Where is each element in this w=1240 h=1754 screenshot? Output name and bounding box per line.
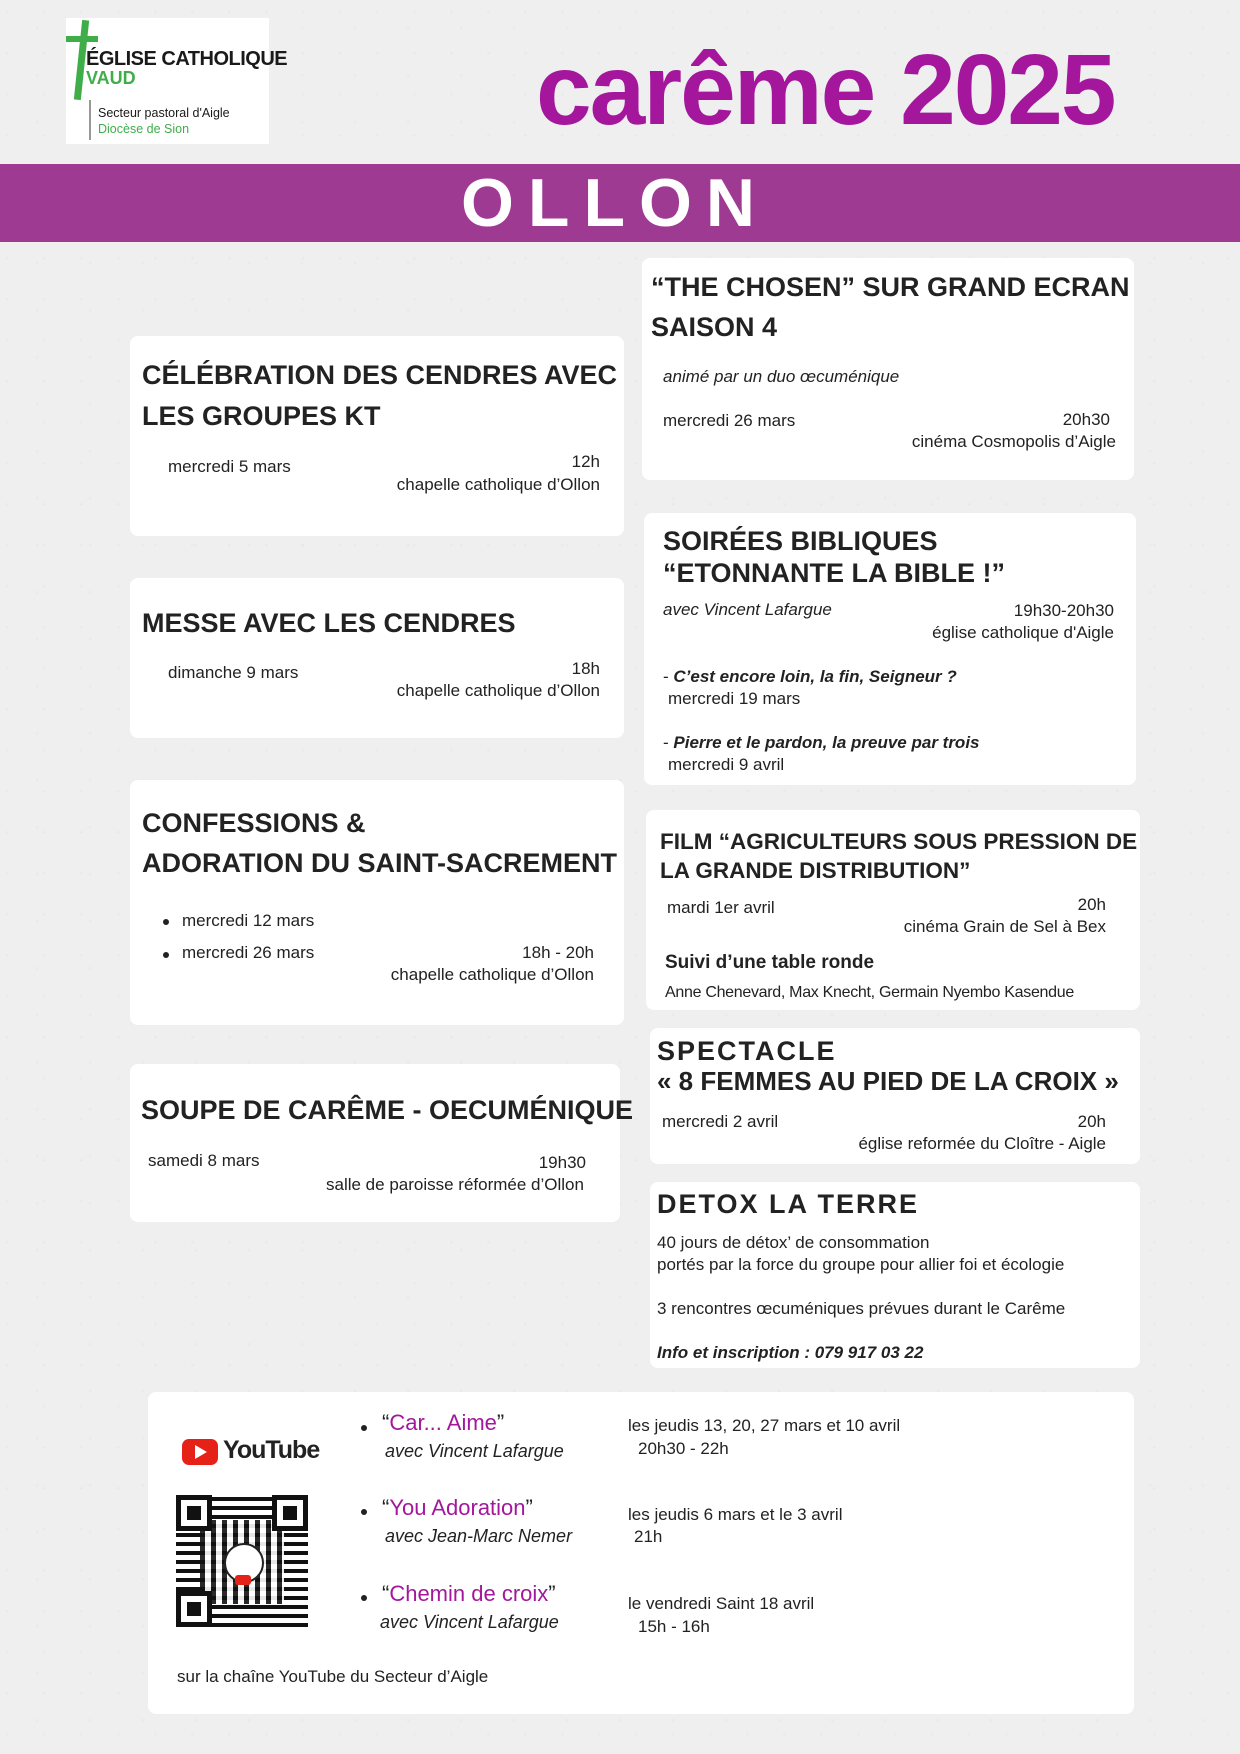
card-title: LES GROUPES KT [142, 401, 381, 431]
event-place: chapelle catholique d’Ollon [390, 965, 594, 984]
card-title: MESSE AVEC LES CENDRES [142, 608, 516, 638]
card-messe [130, 578, 624, 738]
yt-item-title: “Car... Aime” [382, 1410, 505, 1435]
event-time: 18h - 20h [522, 943, 594, 962]
detox-line-1: 40 jours de détox’ de consommation [657, 1233, 930, 1252]
yt-item-time: 15h - 16h [638, 1617, 710, 1636]
cross-bar [66, 36, 98, 42]
event-date: mercredi 9 avril [668, 755, 785, 774]
event-time: 18h [571, 659, 600, 678]
card-soupe [130, 1064, 620, 1222]
logo-divider [89, 100, 91, 140]
yt-item-when: le vendredi Saint 18 avril [628, 1594, 815, 1613]
logo-line-2: VAUD [86, 68, 136, 88]
youtube-footer: sur la chaîne YouTube du Secteur d’Aigle [177, 1667, 489, 1686]
event-speakers: Anne Chenevard, Max Knecht, Germain Nyembo Kasendue [665, 984, 1074, 1001]
logo-line-1: ÉGLISE CATHOLIQUE [86, 48, 288, 70]
detox-info: Info et inscription : 079 917 03 22 [657, 1343, 924, 1362]
card-title: CÉLÉBRATION DES CENDRES AVEC [142, 360, 618, 390]
card-title: « 8 FEMMES AU PIED DE LA CROIX » [657, 1066, 1119, 1096]
card-title: DETOX LA TERRE [657, 1189, 920, 1219]
yt-item-time: 21h [634, 1527, 663, 1546]
location-title: OLLON [461, 165, 769, 241]
card-title: LA GRANDE DISTRIBUTION” [660, 858, 971, 883]
bullet [163, 952, 169, 958]
logo-line-3: Secteur pastoral d'Aigle [98, 106, 230, 120]
yt-item-when: les jeudis 6 mars et le 3 avril [628, 1505, 843, 1524]
event-time: 20h [1077, 1112, 1106, 1131]
play-icon [195, 1445, 207, 1459]
qr-corner [272, 1495, 308, 1531]
logo-line-4: Diocèse de Sion [98, 122, 190, 136]
card-title: “THE CHOSEN” SUR GRAND ECRAN [651, 272, 1130, 302]
yt-item-host: avec Jean-Marc Nemer [385, 1526, 573, 1546]
event-place: cinéma Grain de Sel à Bex [903, 917, 1106, 936]
detox-line-3: 3 rencontres œcuméniques prévues durant le Carême [657, 1299, 1066, 1318]
session-2: - Pierre et le pardon, la preuve par trois [663, 733, 980, 752]
yt-item-host: avec Vincent Lafargue [380, 1612, 559, 1632]
youtube-icon [182, 1439, 218, 1465]
bullet [361, 1425, 367, 1431]
bullet [361, 1509, 367, 1515]
card-title: SPECTACLE [657, 1036, 837, 1066]
yt-item-title: “Chemin de croix” [382, 1581, 556, 1606]
card-title: “ETONNANTE LA BIBLE !” [663, 558, 1005, 588]
bullet [361, 1595, 367, 1601]
youtube-icon [235, 1575, 251, 1585]
event-place: salle de paroisse réformée d’Ollon [326, 1175, 584, 1194]
card-title: FILM “AGRICULTEURS SOUS PRESSION DE [660, 829, 1138, 854]
session-1: - C’est encore loin, la fin, Seigneur ? [663, 667, 957, 686]
detox-line-2: portés par la force du groupe pour allier foi et écologie [657, 1255, 1065, 1274]
event-place: chapelle catholique d’Ollon [396, 681, 600, 700]
event-date: mercredi 12 mars [182, 911, 315, 930]
qr-corner [176, 1495, 212, 1531]
event-place: cinéma Cosmopolis d’Aigle [911, 432, 1116, 451]
event-date: mercredi 26 mars [663, 411, 796, 430]
event-place: église catholique d'Aigle [932, 623, 1114, 642]
card-title: SOIRÉES BIBLIQUES [663, 526, 938, 556]
event-date: mercredi 26 mars [182, 943, 315, 962]
qr-corner [176, 1591, 212, 1627]
event-date: mercredi 2 avril [662, 1112, 779, 1131]
yt-item-time: 20h30 - 22h [638, 1439, 729, 1458]
youtube-brand: YouTube [223, 1436, 320, 1464]
card-title: ADORATION DU SAINT-SACREMENT [142, 848, 617, 878]
event-place: église reformée du Cloître - Aigle [858, 1134, 1106, 1153]
yt-item-when: les jeudis 13, 20, 27 mars et 10 avril [628, 1416, 901, 1435]
yt-item-title: “You Adoration” [382, 1495, 533, 1520]
event-time: 20h30 [1062, 410, 1110, 429]
event-date: mercredi 19 mars [668, 689, 801, 708]
event-subtitle: animé par un duo œcuménique [663, 367, 900, 386]
event-date: samedi 8 mars [148, 1151, 260, 1170]
event-place: chapelle catholique d’Ollon [396, 475, 600, 494]
event-date: dimanche 9 mars [168, 663, 299, 682]
card-title: SAISON 4 [651, 312, 778, 342]
card-title: SOUPE DE CARÊME - OECUMÉNIQUE [141, 1095, 634, 1125]
event-time: 12h [571, 452, 600, 471]
event-host: avec Vincent Lafargue [663, 600, 832, 619]
event-followup: Suivi d’une table ronde [665, 952, 875, 973]
card-title: CONFESSIONS & [142, 808, 366, 838]
yt-item-host: avec Vincent Lafargue [385, 1441, 564, 1461]
event-date: mercredi 5 mars [168, 457, 291, 476]
event-date: mardi 1er avril [667, 898, 775, 917]
event-time: 19h30 [538, 1153, 586, 1172]
event-time: 20h [1077, 895, 1106, 914]
event-time: 19h30-20h30 [1013, 601, 1114, 620]
bullet [163, 919, 169, 925]
page-title: carême 2025 [536, 34, 1115, 146]
